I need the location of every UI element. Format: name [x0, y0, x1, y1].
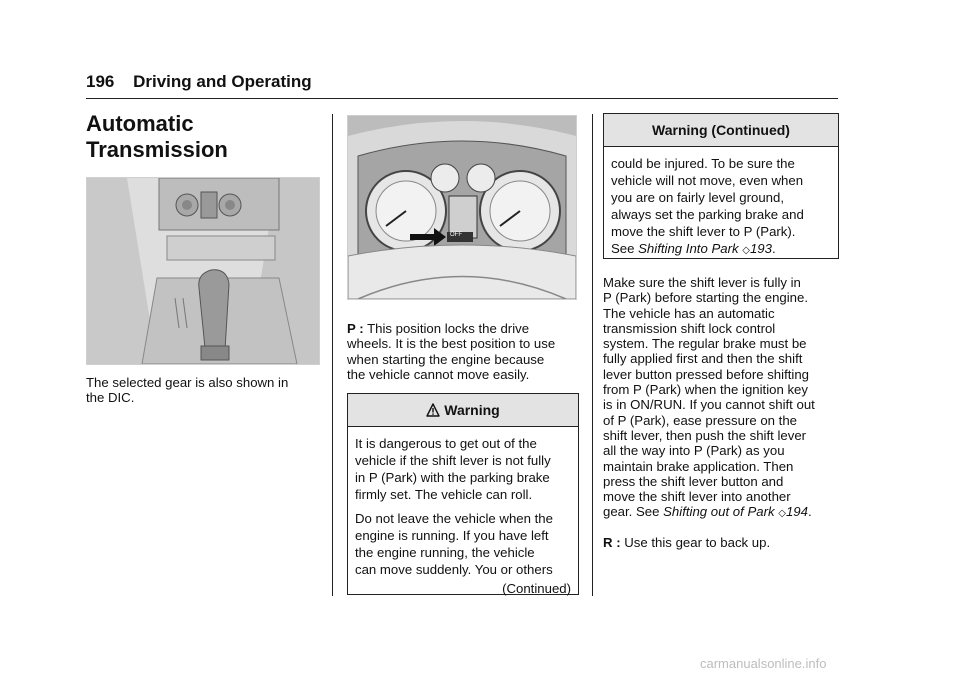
- ref-page-193[interactable]: 193: [749, 241, 772, 256]
- warning-continued-box: [603, 113, 839, 259]
- warning-cont-line5: move the shift lever to P (Park).: [611, 224, 796, 239]
- para-line: lever button pressed before shifting: [603, 366, 809, 382]
- page-header: [86, 72, 312, 92]
- instrument-cluster-illustration: [347, 115, 577, 300]
- see-word: See: [611, 241, 635, 256]
- warning-box: [347, 393, 579, 595]
- warning-p1-l4: firmly set. The vehicle can roll.: [355, 487, 533, 502]
- reverse-description: [603, 535, 843, 550]
- warning-cont-line1: could be injured. To be sure the: [611, 156, 795, 171]
- page-number: 196: [86, 72, 115, 91]
- warning-p1-l1: It is dangerous to get out of the: [355, 436, 537, 451]
- column-divider-2: [592, 114, 593, 596]
- warning-cont-see-line: [611, 240, 831, 259]
- para-line: from P (Park) when the ignition key: [603, 382, 808, 398]
- section-heading-line1: Automatic: [86, 111, 194, 136]
- para-last-prefix: gear. See: [603, 504, 660, 520]
- caption-line1: The selected gear is also shown in: [86, 375, 289, 390]
- warning-continued-body: [604, 147, 838, 265]
- warning-continued-label: (Continued): [502, 581, 571, 596]
- warning-p1-l2: vehicle if the shift lever is not fully: [355, 453, 551, 468]
- shift-lock-paragraph: [603, 275, 843, 522]
- para-line: transmission shift lock control: [603, 320, 776, 336]
- warning-p2-l1: Do not leave the vehicle when the: [355, 511, 553, 526]
- ref-shifting-out-of-park[interactable]: Shifting out of Park: [663, 504, 775, 520]
- instrument-cluster-drawing: [348, 116, 576, 299]
- para-line: The vehicle has an automatic: [603, 305, 775, 321]
- para-line: move the shift lever into another: [603, 489, 791, 505]
- warning-continued-header: Warning (Continued): [604, 114, 838, 147]
- para-line: press the shift lever button and: [603, 473, 784, 489]
- column-divider-1: [332, 114, 333, 596]
- reverse-text: Use this gear to back up.: [624, 535, 771, 550]
- ref-end-period: .: [771, 241, 776, 256]
- warning-title: Warning: [444, 402, 500, 418]
- warning-p2-l2: engine is running. If you have left: [355, 528, 549, 543]
- warning-p2-l4: can move suddenly. You or others: [355, 562, 553, 577]
- warning-header: [348, 394, 578, 427]
- ref-shifting-into-park[interactable]: Shifting Into Park: [638, 241, 739, 256]
- para-line: all the way into P (Park) as you: [603, 443, 785, 459]
- para-line: P (Park) before starting the engine.: [603, 290, 809, 306]
- warning-cont-line2: vehicle will not move, even when: [611, 173, 804, 188]
- warning-cont-line3: you are on fairly level ground,: [611, 190, 785, 205]
- section-heading: [86, 111, 228, 163]
- page-ref-icon: ◇: [742, 245, 750, 256]
- warning-icon: [426, 403, 440, 417]
- para-line: fully applied first and then the shift: [603, 351, 803, 367]
- warning-p1-l3: in P (Park) with the parking brake: [355, 470, 550, 485]
- para-line: of P (Park), ease pressure on the: [603, 412, 798, 428]
- reverse-label: R :: [603, 535, 621, 550]
- para-line: maintain brake application. Then: [603, 458, 794, 474]
- cluster-display-text: OFF: [450, 232, 462, 238]
- ref-page-194[interactable]: 194: [785, 504, 808, 520]
- warning-cont-line4: always set the parking brake and: [611, 207, 804, 222]
- para-line: Make sure the shift lever is fully in: [603, 275, 801, 290]
- para-line: shift lever, then push the shift lever: [603, 427, 807, 443]
- park-line1: This position locks the drive: [367, 321, 530, 336]
- watermark: carmanualsonline.info: [700, 656, 827, 671]
- warning-para2: [355, 510, 571, 578]
- shift-lever-illustration: [86, 177, 320, 365]
- park-line4: the vehicle cannot move easily.: [347, 366, 530, 382]
- warning-p2-l3: the engine running, the vehicle: [355, 545, 535, 560]
- shift-lever-drawing: [87, 178, 319, 364]
- para-last-line: [603, 504, 843, 521]
- warning-para1: [355, 435, 571, 503]
- park-line3: when starting the engine because: [347, 351, 545, 367]
- header-rule: [86, 98, 838, 99]
- section-title-header: Driving and Operating: [133, 72, 312, 91]
- para-line: system. The regular brake must be: [603, 336, 807, 352]
- warning-body: [348, 427, 578, 603]
- ref-end-period: .: [807, 504, 812, 520]
- section-heading-line2: Transmission: [86, 137, 228, 162]
- park-description: [347, 321, 587, 382]
- park-label: P :: [347, 321, 364, 336]
- caption-line2: the DIC.: [86, 390, 135, 406]
- gear-caption: [86, 375, 326, 406]
- park-line2: wheels. It is the best position to use: [347, 336, 556, 352]
- page-ref-icon: ◇: [778, 508, 786, 520]
- para-line: is in ON/RUN. If you cannot shift out: [603, 397, 815, 413]
